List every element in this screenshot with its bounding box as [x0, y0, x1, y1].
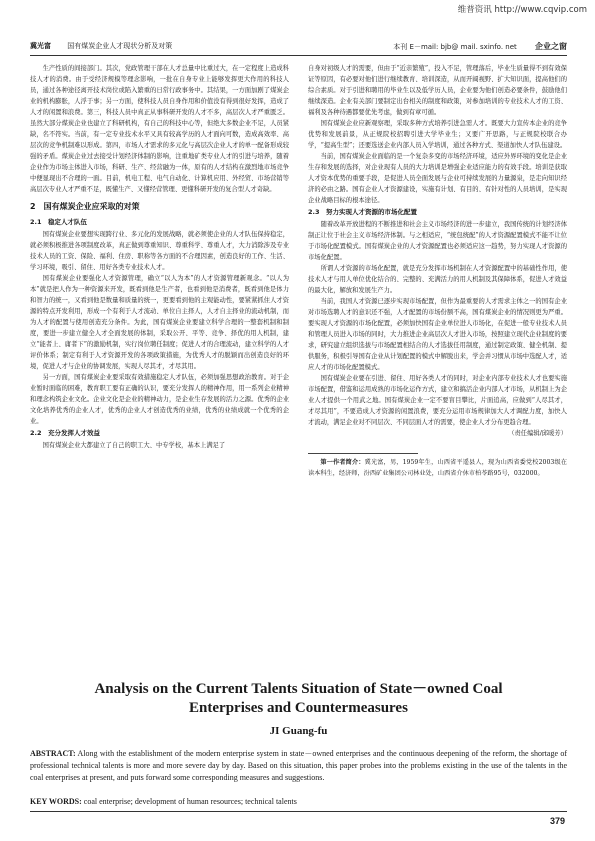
abstract	[30, 748, 567, 785]
subsection-heading: 2.1 稳定人才队伍	[30, 218, 88, 226]
abstract-text: Along with the establishment of the modern enterprise system in state－owned enterprises and the continuous deepening of the reform, the shortage of professional technical talents is more and more severe day by day. Based on this situation, this paper probes into the problems existing in the use of the talents in the coal enterprises at present, and puts forward some corresponding measures and suggestions.	[30, 749, 567, 783]
paragraph: 当前，国有煤炭企业面临的是一个复杂多变的市场经济环境，适应外界环境的变化是企业生存和发展的选择，对企业现有人员的大力培训是增强企业适应能力的有效手段。培训是获取人才资本优势的重要手段，是促进人员全面发展与企业可持续发展的力量源泉，是走向知识经济的必由之路。国有企业人才资源建设，实施有计划、有目的、有针对性的人员培训，是实现企业战略目标的根本途径。	[308, 153, 567, 204]
english-author: JI Guang-fu	[269, 725, 328, 737]
english-title-line1: Analysis on the Current Talents Situation of State－owned Coal	[94, 681, 503, 697]
english-title	[30, 680, 567, 718]
paragraph: 另一方面，国有煤炭企业要采取有效措施稳定人才队伍，必须加强思想政治教育。对于企业暂时面临的困难，教育职工要有正确的认识，要充分发挥人的精神作用，用一系列企业精神和理念构筑企业文化。企业文化是企业的精神动力，是企业生存发展的活力之源。优秀的企业文化培养优秀的企业人才，优秀的企业人才创造优秀的业绩，优秀的业绩成就一个优秀的企业。	[30, 374, 289, 425]
left-column	[30, 63, 289, 451]
column-name: 企业之窗	[535, 42, 567, 51]
watermark: 维普资讯 http://www.cqvip.com	[457, 5, 587, 15]
keywords	[30, 796, 567, 808]
page-number: 379	[549, 816, 565, 826]
paragraph: 自身对初级人才的需要，但由于“近亲繁殖”，投入不足，管理落后，毕业生质量得不到有效保证等原因，有必要对他们进行继续教育、培训深造，从而开阔视野、扩大知识面，提高他们的综合素质。对于引进和聘用的毕业生以及低学历人员，企业要为他们创造必要条件，鼓励他们继续深造。企业有关部门要制定出台相关的制度和政策，对参加培训的专业技术人才的工资、福利及各种待遇都要优先考虑，做到有章可循。	[308, 65, 567, 116]
footer-rule	[30, 811, 567, 812]
paragraph: 国有煤炭企业要强化人才资源管理，确立“以人为本”的人才资源管理新观念。“以人为本”就是把人作为一种资源来开发，既看到他是生产者，也看到他是消费者，既看到他是体力和智力的统一，又看到他是数量和质量的统一，更要看到他的主观能动性，要紧紧抓住人才资源的特点开发利用，形成一个有利于人才流动、单位自主择人，人才自主择业的流动机制，而为人才的配置与使用创造充分条件。为此，国有煤炭企业要建立科学合理的一整套机制和制度，要进一步建立健全人才全面发展的体制，采取公开、平等、竞争、择优的用人机制，建立“能者上、庸者下”的激励机制，实行岗位聘任制度；促进人才的合理流动，建立科学的人才评价体系；制定有利于人才资源开发的各项政策措施，为优秀人才的脱颖而出创造良好的环境，促进人才与企业的协调发展，实现人尽其才，才尽其用。	[30, 275, 289, 370]
footnote-rule	[308, 453, 418, 454]
journal-email: 本刊 E－mail: bjb@ mail. sxinfo. net	[393, 43, 517, 51]
responsible-editor: （责任编辑/邱暖芳）	[508, 430, 567, 437]
paragraph: 国有煤炭企业应新观察理，采取多种方式培养引进急需人才。既要大力宣传本企业的竞争优势和发展前景，从正规院校招聘引进大学毕业生；又要广开思路，与正规院校联合办学，“提高生型”；还要选送企业内部人员入学培训，通过各种方式、渠道加快人才队伍建设。	[308, 120, 567, 149]
paragraph: 所谓人才资源的市场化配置，就是充分发挥市场机制在人才资源配置中的基础性作用，使技术人才与用人单位优化结合的、完整的、充满活力的用人机制及其保障体系，促进人才效益的最大化，解放和发展生产力。	[308, 265, 567, 294]
paragraph: 国有煤炭企业要在引进、留住、用好各类人才的同时，对企业内部专业技术人才也要实施市场配置，借鉴和运用成熟的市场化运作方式，建立和搞活企业内部人才市场，从机制上为企业人才提供一个用武之地。国有煤炭企业一定不要盲目攀比，片面追高，应做到“人尽其才，才尽其用”，不要造成人才资源的闲置浪费，要充分运用市场规律加大人才调配力度，加快人才流动，满足企业对不同层次、不同层面人才的需要，使企业人才分布更趋合理。	[308, 375, 567, 426]
running-head	[30, 38, 567, 52]
english-title-line2: Enterprises and Countermeasures	[189, 700, 408, 716]
author-bio	[308, 458, 567, 479]
paragraph: 当前，我国人才资源已逐步实现市场配置，但作为最重要的人才需求主体之一的国有企业对市场选聘人才的意识还不强，人才配置的市场份额不高，国有煤炭企业的情况则更为严重。要实现人才资源的市场化配置，必须加快国有企业单位进人市场化，在促进一般专业技术人员和管理人员进入市场的同时，大力推进企业高层次人才进入市场，按照建立现代企业制度的要求，研究建立组织选拔与市场配置相结合的人才选拔任用制度，通过制定政策、健全机制、提供服务，积极引导国有企业从计划配置的模式中解脱出来，学会并习惯从市场中选配人才，适应人才的市场化配置模式。	[308, 298, 567, 371]
subsection-heading: 2.3 努力实现人才资源的市场化配置	[308, 208, 418, 216]
running-head-author: 冀光富	[30, 42, 51, 50]
author-bio-label: 第一作者简介：	[320, 459, 365, 466]
section-heading: 2 国有煤炭企业应采取的对策	[30, 202, 140, 211]
paragraph: 国有煤炭企业要想实现跨行业、多元化的发展战略，就必须使企业的人才队伍保持稳定，就必须积极推进各项制度改革，真正做到尊重知识、尊重科学、尊重人才，大力消除涉及专业技术人员的工资、保险、福利、住房、职称等各方面的不合理因素，创造良好的工作、生活、学习环境，吸引、留住、用好各类专业技术人才。	[30, 231, 289, 271]
subsection-heading: 2.2 充分发挥人才效益	[30, 429, 101, 437]
paragraph: 生产性质的间接部门。其次，党政管理干部在人才总量中比重过大，在一定程度上造成科技人才的消费。由于受经济规模等理念影响，一批在自身专业上能够发挥更大作用的科技人员，通过各种途径离开技术岗位或陷入繁重的日常行政事务中。其结果，一方面加剧了煤炭企业的机构膨胀，人浮于事；另一方面，使科技人员自身作用和价值没有得到很好发挥，造成了人才的闲置和浪费。第三，科技人员中真正从事科研开发的人才不多，高层次人才严重匮乏。虽然大部分煤炭企业也建立了科研机构，有自己的科技中心等，但绝大多数企业不足，人员紧缺，名不符实。当前，有一定专业技术水平又具有较高学历的人才面向可数，造成高效率、高层次的竞争机制难以形成。第四，市场人才需求的多元化与高层次企业人才的单一配备形成较强的矛盾。煤炭企业过去接受计划经济体制的影响，注重地矿类专业人才的引进与培养，随着企业作为市场主体进入市场，科研、生产、经营融为一体，原有的人才结构在激烈地市场竞争中便显现出不合理的一面。目前，机电工程、电气自动化、计算机应用、外经贸、市场营销等高层次专业人才严重不足，既懂生产、又懂经营管理、更懂科研开发的复合型人才奇缺。	[30, 65, 289, 193]
running-head-title: 国有煤炭企业人才现状分析及对策	[67, 42, 173, 50]
author-bio-text: 冀光富，男，1959年生，山西省平遥县人，现为山西省委党校2003级在读本科生，经济师，汾西矿业集团公司林业处，山西省介休市柏苓路95号，032000。	[308, 459, 567, 477]
keywords-text: coal enterprise; development of human resources; technical talents	[83, 797, 297, 806]
abstract-label: ABSTRACT:	[30, 749, 76, 758]
keywords-label: KEY WORDS:	[30, 797, 82, 806]
paragraph: 国有煤炭企业大都建立了自己的职工大、中专学校，基本上满足了	[42, 442, 226, 449]
right-column	[308, 63, 567, 479]
header-rule	[30, 55, 567, 56]
paragraph: 随着改革开放进程的不断推进和社会主义市场经济的进一步建立，我国传统的计划经济体制正让位于社会主义市场经济体制。与之相适应，“统包统配”的人才资源配置模式不能不让位于市场化配置模式。国有煤炭企业的人才资源配置也必须适应这一趋势，努力实现人才资源的市场化配置。	[308, 221, 567, 261]
running-head-right	[393, 41, 567, 52]
running-head-left	[30, 41, 172, 51]
